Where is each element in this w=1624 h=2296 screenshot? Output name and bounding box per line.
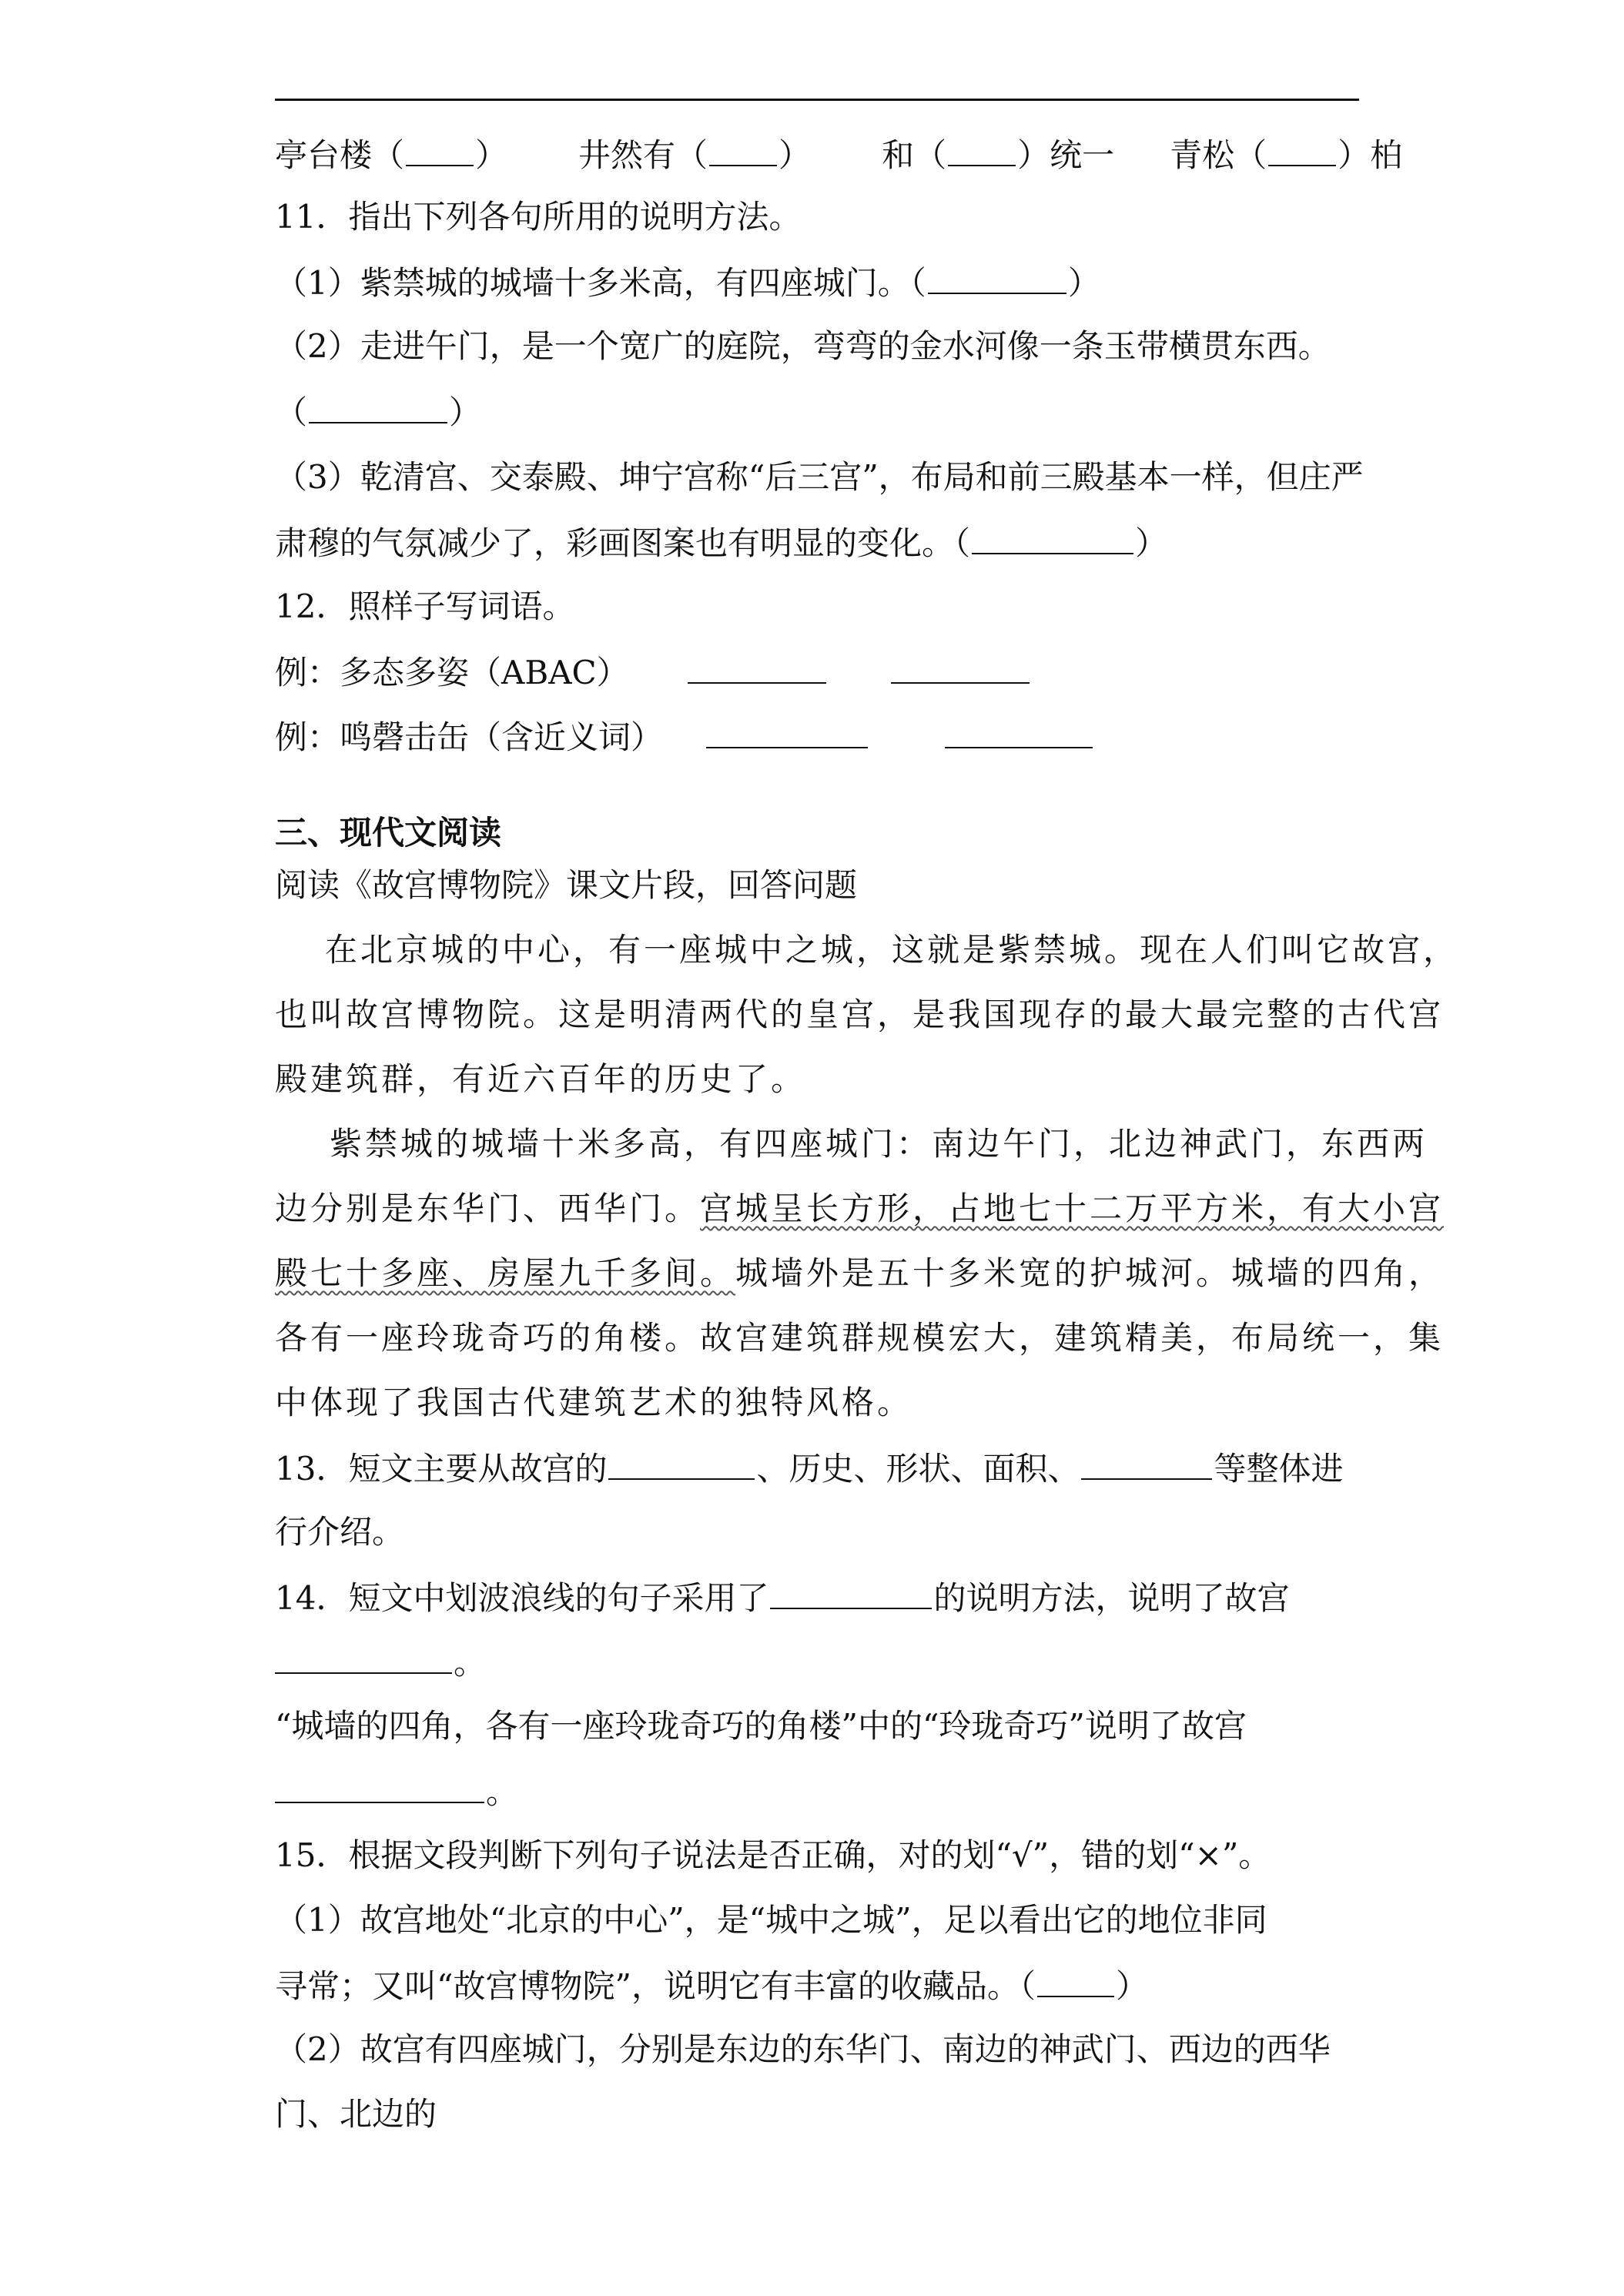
q11-s3a: （3）乾清宫、交泰殿、坤宁宫称“后三宫”，布局和前三殿基本一样，但庄严 bbox=[275, 458, 1364, 496]
q11-s2-blank[interactable] bbox=[309, 390, 447, 423]
q14-blank3[interactable] bbox=[275, 1769, 484, 1803]
q12-ex1-blank2[interactable] bbox=[891, 650, 1030, 684]
q13-line2: 行介绍。 bbox=[275, 1513, 405, 1551]
q12-title: 12．照样子写词语。 bbox=[275, 587, 575, 625]
q10-blank4[interactable] bbox=[1268, 132, 1336, 166]
q10-word3: 和（ bbox=[882, 136, 947, 174]
q15-s1-blank[interactable] bbox=[1037, 1963, 1114, 1997]
section3-intro: 阅读《故宫博物院》课文片段，回答问题 bbox=[275, 866, 858, 904]
q10-line: 亭台楼（ ） 井然有（ ） 和（ ）统一 青松（ ）柏 bbox=[275, 132, 1402, 177]
q11-s2: （2）走进午门，是一个宽广的庭院，弯弯的金水河像一条玉带横贯东西。 bbox=[275, 327, 1331, 365]
q14-line1: 14．短文中划波浪线的句子采用了 的说明方法，说明了故宫 bbox=[275, 1575, 1289, 1620]
passage-p2e: 中体现了我国古代建筑艺术的独特风格。 bbox=[275, 1384, 913, 1421]
passage-p1c: 殿建筑群，有近六百年的历史了。 bbox=[275, 1060, 807, 1098]
q10-word4: 青松（ bbox=[1170, 136, 1267, 174]
q11-s1-blank[interactable] bbox=[928, 260, 1066, 294]
q10-blank3[interactable] bbox=[948, 132, 1016, 166]
top-rule bbox=[275, 99, 1359, 101]
q14-line2: 。 bbox=[275, 1640, 486, 1685]
q15-s2b: 门、北边的 bbox=[275, 2095, 437, 2133]
q14-blank1[interactable] bbox=[770, 1575, 932, 1609]
q12-ex2: 例：鸣磬击缶（含近义词） bbox=[275, 715, 1094, 759]
q15-s2a: （2）故宫有四座城门，分别是东边的东华门、南边的神武门、西边的西华 bbox=[275, 2030, 1331, 2068]
q11-s1: （1）紫禁城的城墙十多米高，有四座城门。（ ） bbox=[275, 260, 1100, 305]
q12-ex1-blank1[interactable] bbox=[688, 650, 826, 684]
q11-s2-answer: （ ） bbox=[275, 390, 481, 434]
q14-line4: 。 bbox=[275, 1769, 518, 1814]
q11-title: 11．指出下列各句所用的说明方法。 bbox=[275, 198, 802, 236]
passage-p2c: 殿七十多座、房屋九千多间。城墙外是五十多米宽的护城河。城墙的四角， bbox=[275, 1254, 1445, 1292]
q14-blank2[interactable] bbox=[275, 1640, 452, 1674]
passage-p2d: 各有一座玲珑奇巧的角楼。故宫建筑群规模宏大，建筑精美，布局统一，集 bbox=[275, 1319, 1445, 1357]
section3-heading: 三、现代文阅读 bbox=[275, 814, 502, 852]
q15-s1a: （1）故宫地处“北京的中心”，是“城中之城”，足以看出它的地位非同 bbox=[275, 1901, 1267, 1939]
q10-blank2[interactable] bbox=[709, 132, 777, 166]
q10-blank1[interactable] bbox=[406, 132, 474, 166]
q15-title: 15．根据文段判断下列句子说法是否正确，对的划“√”，错的划“×”。 bbox=[275, 1836, 1271, 1874]
wavy-underlined-sentence-cont: 殿七十多座、房屋九千多间。 bbox=[275, 1254, 736, 1292]
q12-ex2-blank1[interactable] bbox=[706, 715, 868, 748]
q14-line3: “城墙的四角，各有一座玲珑奇巧的角楼”中的“玲珑奇巧”说明了故宫 bbox=[275, 1707, 1247, 1745]
q13-blank1[interactable] bbox=[608, 1446, 755, 1480]
q12-ex2-blank2[interactable] bbox=[945, 715, 1093, 748]
wavy-underlined-sentence: 宫城呈长方形，占地七十二万平方米，有大小宫 bbox=[700, 1190, 1445, 1227]
q13-line1: 13．短文主要从故宫的 、历史、形状、面积、 等整体进 bbox=[275, 1446, 1343, 1491]
q15-s1b: 寻常；又叫“故宫博物院”，说明它有丰富的收藏品。（ ） bbox=[275, 1963, 1148, 2008]
q12-ex1: 例：多态多姿（ABAC） bbox=[275, 650, 1031, 694]
q10-word1: 亭台楼（ bbox=[275, 136, 405, 174]
passage-p1a: 在北京城的中心，有一座城中之城，这就是紫禁城。现在人们叫它故宫， bbox=[325, 931, 1459, 969]
q13-blank2[interactable] bbox=[1081, 1446, 1212, 1480]
q10-word2: 井然有（ bbox=[578, 136, 708, 174]
passage-p2a: 紫禁城的城墙十米多高，有四座城门：南边午门，北边神武门，东西两 bbox=[330, 1125, 1428, 1163]
passage-p2b: 边分别是东华门、西华门。宫城呈长方形，占地七十二万平方米，有大小宫 bbox=[275, 1190, 1445, 1227]
q11-s3-blank[interactable] bbox=[972, 520, 1133, 554]
q11-s3b: 肃穆的气氛减少了，彩画图案也有明显的变化。（ ） bbox=[275, 520, 1167, 565]
passage-p1b: 也叫故宫博物院。这是明清两代的皇宫，是我国现存的最大最完整的古代宫 bbox=[275, 996, 1445, 1033]
